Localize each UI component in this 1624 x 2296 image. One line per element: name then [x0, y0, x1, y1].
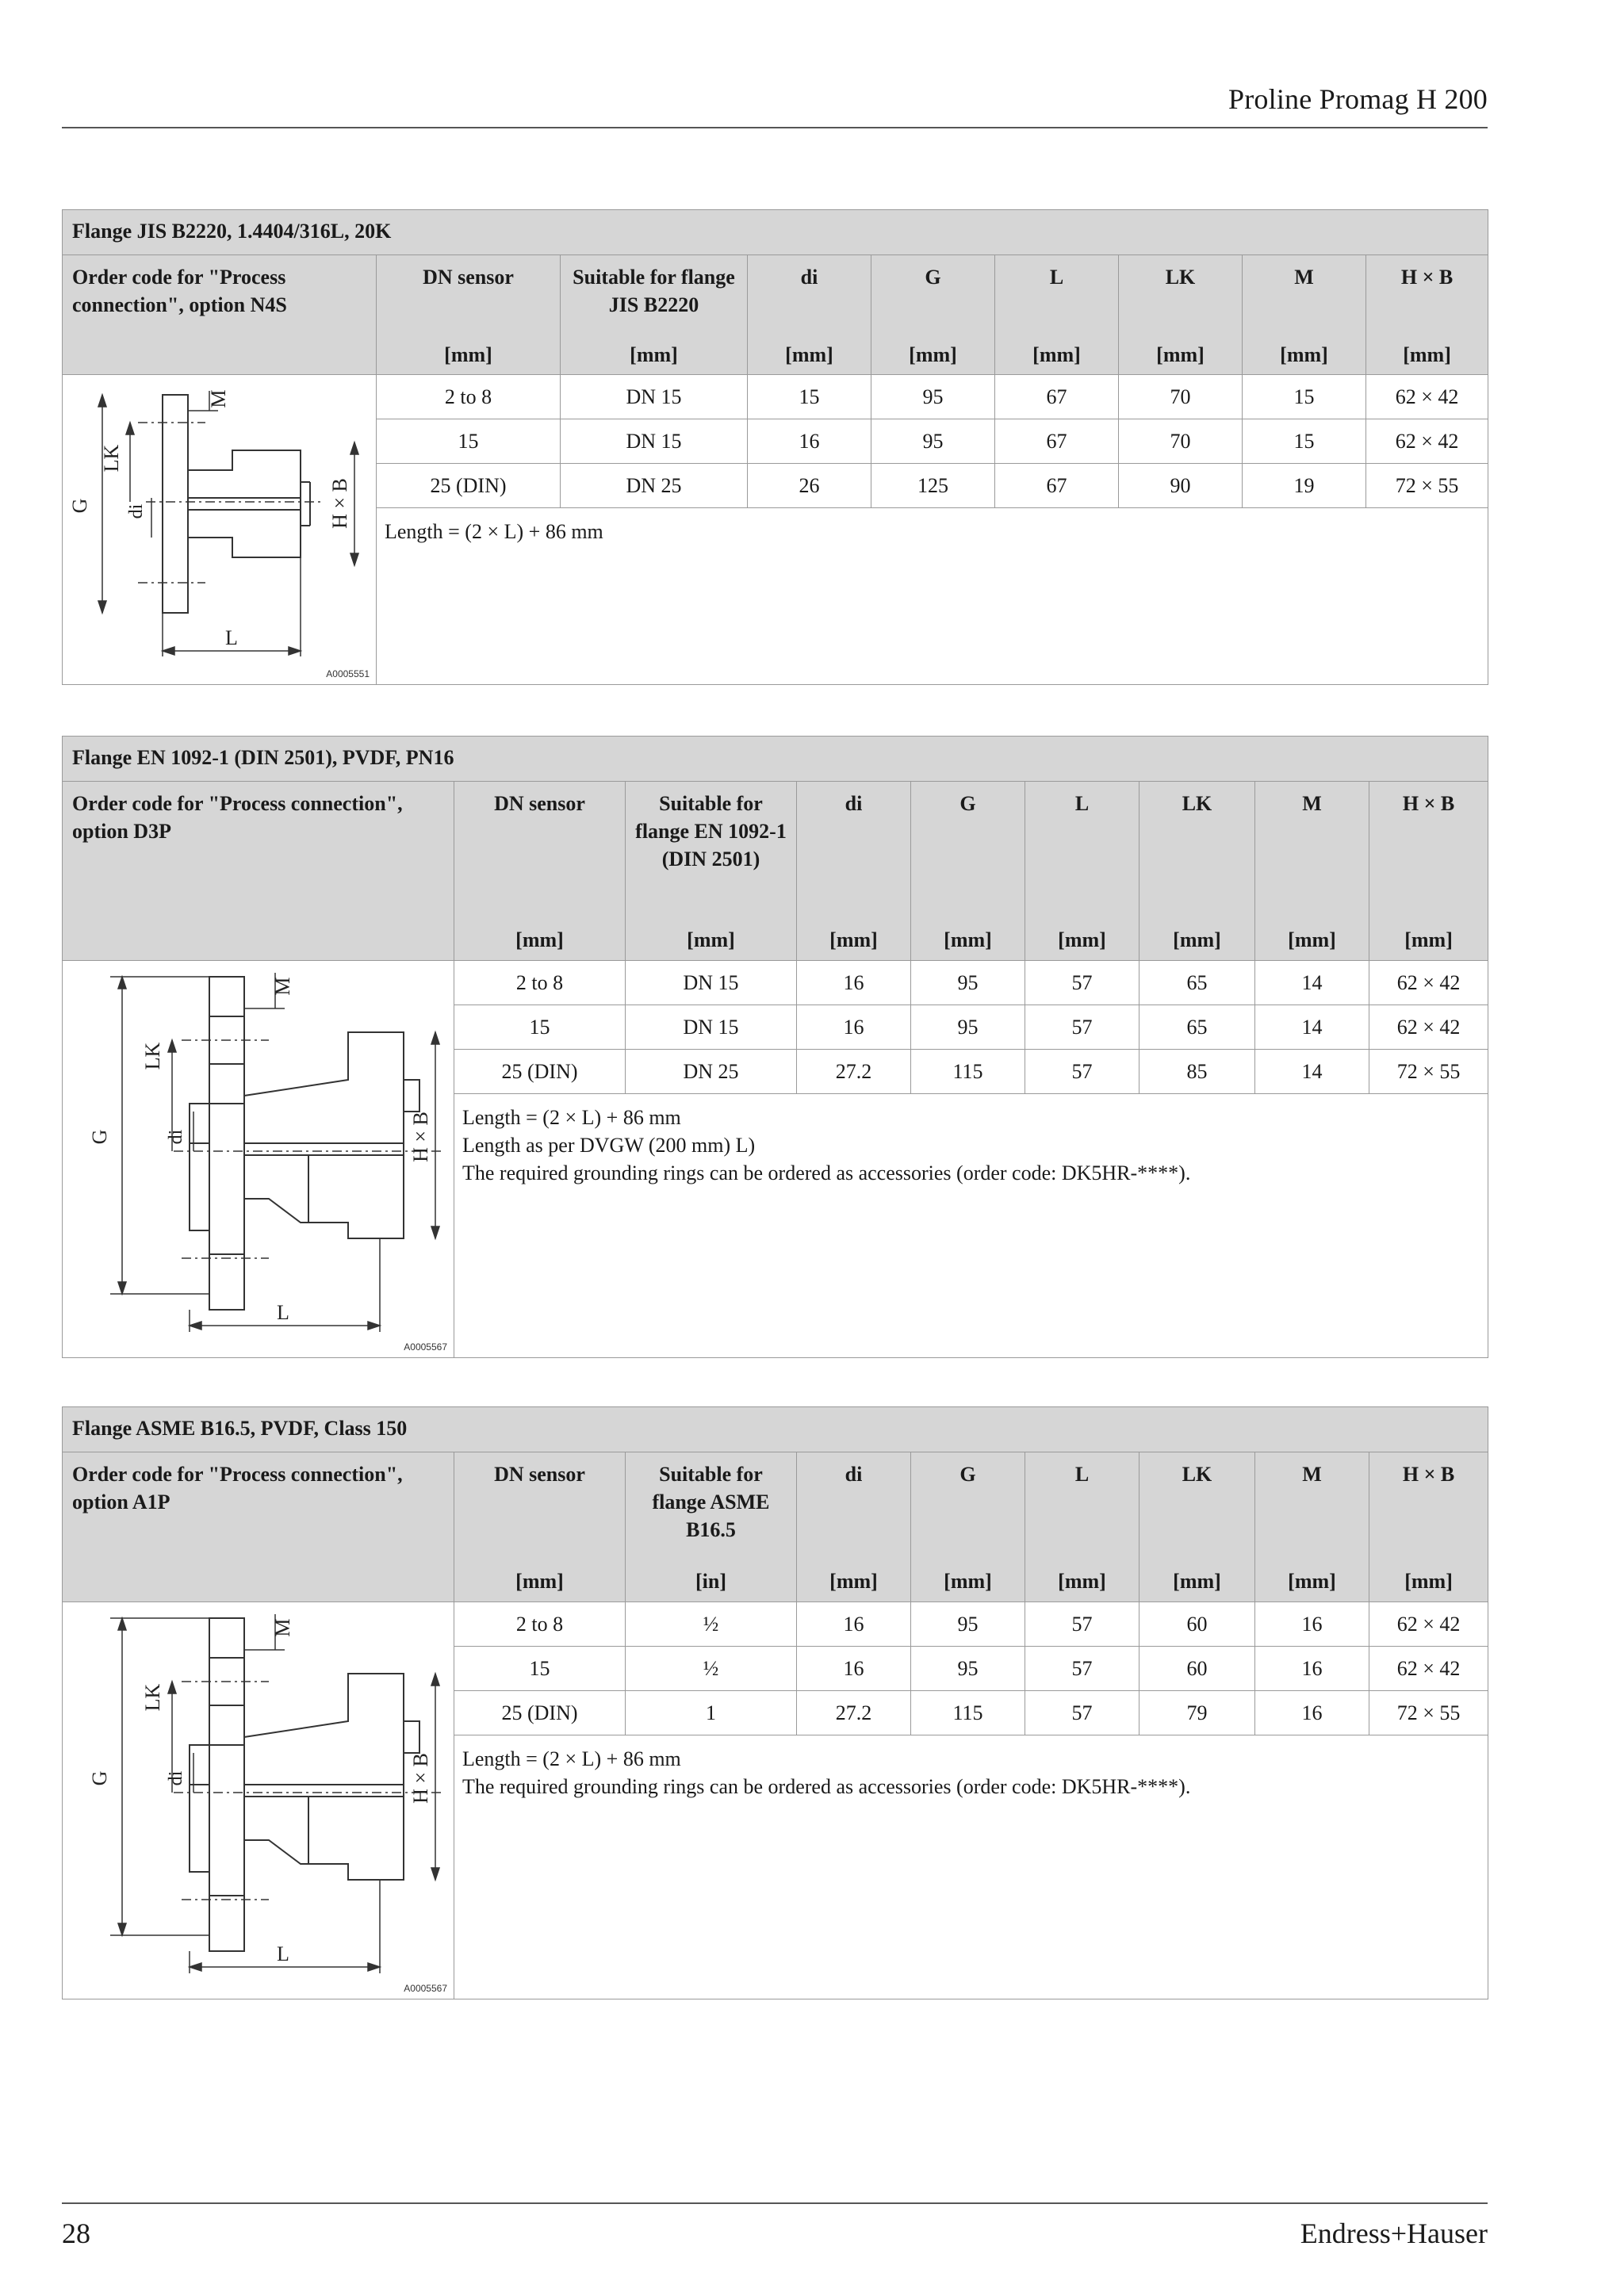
table-cell: 16 [748, 419, 871, 464]
table-cell: 15 [1243, 375, 1366, 419]
table-cell: 62 × 42 [1366, 419, 1488, 464]
table-cell: 125 [871, 464, 995, 508]
table-cell: 72 × 55 [1366, 464, 1488, 508]
flange-dimension-drawing [63, 375, 377, 683]
column-header: di [797, 1452, 911, 1562]
table-cell: DN 15 [626, 1005, 797, 1050]
table-cell: 65 [1139, 1005, 1255, 1050]
unit-cell: [mm] [1025, 920, 1139, 960]
dim-label-g: G [88, 1770, 111, 1786]
table-cell: 1 [626, 1691, 797, 1735]
table-cell: 14 [1255, 1050, 1369, 1094]
table-title: Flange EN 1092-1 (DIN 2501), PVDF, PN16 [63, 737, 1488, 782]
flange-dimension-drawing [63, 1602, 454, 1997]
table-cell: 72 × 55 [1369, 1691, 1488, 1735]
table-cell: DN 25 [626, 1050, 797, 1094]
column-header: DN sensor [454, 1452, 626, 1562]
unit-cell: [mm] [1119, 336, 1243, 375]
table-cell: 16 [797, 1005, 911, 1050]
table-cell: 2 to 8 [377, 375, 561, 419]
table-cell: 15 [1243, 419, 1366, 464]
unit-cell: [mm] [797, 920, 911, 960]
column-header: di [797, 782, 911, 921]
table-cell: 72 × 55 [1369, 1050, 1488, 1094]
column-header: LK [1139, 1452, 1255, 1562]
note-line: The required grounding rings can be ordered as accessories (order code: DK5HR-****). [462, 1775, 1191, 1798]
table-cell: 19 [1243, 464, 1366, 508]
body-outline [244, 1032, 404, 1238]
column-header: Suitable for flange EN 1092-1 (DIN 2501) [626, 782, 797, 921]
table-cell: 79 [1139, 1691, 1255, 1735]
unit-cell: [mm] [911, 1562, 1025, 1602]
dim-label-lk: LK [100, 444, 123, 473]
body-outline [244, 1674, 404, 1880]
table-cell: 95 [911, 961, 1025, 1005]
note-line: The required grounding rings can be ordered as accessories (order code: DK5HR-****). [462, 1161, 1191, 1184]
figure-code: A0005567 [404, 1983, 447, 1994]
table-cell: 67 [995, 464, 1119, 508]
dim-label-l: L [277, 1301, 289, 1324]
table-row [63, 375, 1488, 419]
dim-label-hb: H × B [409, 1112, 432, 1162]
note-line: Length as per DVGW (200 mm) L) [462, 1134, 756, 1157]
unit-cell: [mm] [1369, 1562, 1488, 1602]
column-header: L [1025, 782, 1139, 921]
flange-left [163, 395, 188, 613]
figure-code: A0005551 [326, 668, 370, 679]
unit-cell: [mm] [377, 336, 561, 375]
table-cell: DN 15 [561, 419, 748, 464]
table-cell: 27.2 [797, 1050, 911, 1094]
table-cell: DN 25 [561, 464, 748, 508]
table-notes [454, 1735, 1488, 1999]
column-header: di [748, 255, 871, 337]
table-cell: 70 [1119, 375, 1243, 419]
unit-cell: [mm] [748, 336, 871, 375]
table-cell: 95 [911, 1647, 1025, 1691]
table-cell: 16 [1255, 1647, 1369, 1691]
unit-cell: [mm] [1369, 920, 1488, 960]
order-code-header: Order code for "Process connection", option N4S [63, 255, 377, 375]
unit-cell: [mm] [995, 336, 1119, 375]
column-header: G [911, 1452, 1025, 1562]
table-cell: 62 × 42 [1366, 375, 1488, 419]
spec-table-en-flange [62, 736, 1488, 1358]
table-cell: 57 [1025, 961, 1139, 1005]
column-header: LK [1119, 255, 1243, 337]
column-header: G [871, 255, 995, 337]
column-header: L [995, 255, 1119, 337]
table-cell: 115 [911, 1050, 1025, 1094]
table-cell: 60 [1139, 1647, 1255, 1691]
unit-cell: [mm] [911, 920, 1025, 960]
dim-label-di: di [126, 503, 147, 519]
table-cell: 57 [1025, 1647, 1139, 1691]
table-cell: 57 [1025, 1691, 1139, 1735]
table-cell: 95 [911, 1005, 1025, 1050]
unit-cell: [in] [626, 1562, 797, 1602]
table-cell: 26 [748, 464, 871, 508]
dim-label-g: G [88, 1129, 111, 1145]
table-cell: 14 [1255, 961, 1369, 1005]
unit-cell: [mm] [626, 920, 797, 960]
column-header: DN sensor [454, 782, 626, 921]
table-cell: 95 [871, 375, 995, 419]
column-header: L [1025, 1452, 1139, 1562]
unit-cell: [mm] [561, 336, 748, 375]
table-cell: 25 (DIN) [377, 464, 561, 508]
table-cell: 14 [1255, 1005, 1369, 1050]
table-cell: 67 [995, 375, 1119, 419]
footer-brand: Endress+Hauser [1300, 2218, 1488, 2249]
table-row [63, 961, 1488, 1005]
body-outline [188, 450, 301, 557]
column-header: M [1255, 782, 1369, 921]
unit-cell: [mm] [1366, 336, 1488, 375]
spec-table-asme-flange [62, 1406, 1488, 1999]
note-line: Length = (2 × L) + 86 mm [462, 1106, 681, 1129]
column-header: LK [1139, 782, 1255, 921]
dim-label-m: M [271, 977, 294, 996]
table-notes [454, 1094, 1488, 1358]
column-header: G [911, 782, 1025, 921]
table-cell: 16 [797, 961, 911, 1005]
dim-label-hb: H × B [328, 478, 351, 529]
unit-cell: [mm] [454, 1562, 626, 1602]
table-cell: 2 to 8 [454, 961, 626, 1005]
dim-label-l: L [277, 1942, 289, 1965]
flange-drawing [63, 1602, 454, 1999]
column-header: DN sensor [377, 255, 561, 337]
unit-cell: [mm] [1255, 1562, 1369, 1602]
dim-label-l: L [225, 626, 238, 649]
table-cell: 16 [1255, 1602, 1369, 1647]
table-cell: 2 to 8 [454, 1602, 626, 1647]
column-header: M [1255, 1452, 1369, 1562]
dim-label-di: di [166, 1770, 186, 1786]
table-cell: 57 [1025, 1050, 1139, 1094]
table-cell: 15 [748, 375, 871, 419]
table-cell: DN 15 [626, 961, 797, 1005]
table-cell: 15 [377, 419, 561, 464]
dim-label-g: G [68, 498, 91, 514]
table-cell: 15 [454, 1005, 626, 1050]
table-cell: 27.2 [797, 1691, 911, 1735]
table-cell: 95 [871, 419, 995, 464]
table-cell: ½ [626, 1647, 797, 1691]
unit-cell: [mm] [1255, 920, 1369, 960]
table-cell: 16 [797, 1647, 911, 1691]
column-header: H × B [1366, 255, 1488, 337]
table-cell: 16 [797, 1602, 911, 1647]
dim-label-lk: LK [141, 1042, 164, 1070]
table-cell: 115 [911, 1691, 1025, 1735]
flange-drawing [63, 375, 377, 685]
figure-code: A0005567 [404, 1341, 447, 1353]
table-cell: 15 [454, 1647, 626, 1691]
dim-label-m: M [271, 1618, 294, 1637]
table-title: Flange ASME B16.5, PVDF, Class 150 [63, 1407, 1488, 1452]
table-cell: 57 [1025, 1602, 1139, 1647]
flange-left [209, 1618, 244, 1951]
footer-divider [62, 2202, 1488, 2204]
document-header-title: Proline Promag H 200 [1228, 83, 1488, 115]
unit-cell: [mm] [1139, 920, 1255, 960]
table-cell: 67 [995, 419, 1119, 464]
table-cell: 57 [1025, 1005, 1139, 1050]
note-line: Length = (2 × L) + 86 mm [385, 520, 603, 543]
spec-table-jis-flange [62, 209, 1488, 685]
table-cell: 60 [1139, 1602, 1255, 1647]
table-cell: 85 [1139, 1050, 1255, 1094]
table-cell: 65 [1139, 961, 1255, 1005]
unit-cell: [mm] [1139, 1562, 1255, 1602]
dim-label-lk: LK [141, 1683, 164, 1712]
table-row [63, 1602, 1488, 1647]
unit-cell: [mm] [1025, 1562, 1139, 1602]
column-header: Suitable for flange JIS B2220 [561, 255, 748, 337]
dim-label-m: M [207, 389, 230, 408]
table-cell: ½ [626, 1602, 797, 1647]
unit-cell: [mm] [797, 1562, 911, 1602]
header-divider [62, 127, 1488, 128]
table-cell: 95 [911, 1602, 1025, 1647]
table-cell: 62 × 42 [1369, 961, 1488, 1005]
unit-cell: [mm] [1243, 336, 1366, 375]
dim-label-di: di [166, 1129, 186, 1145]
table-title: Flange JIS B2220, 1.4404/316L, 20K [63, 210, 1488, 255]
flange-dimension-drawing [63, 961, 454, 1356]
table-cell: 16 [1255, 1691, 1369, 1735]
column-header: H × B [1369, 1452, 1488, 1562]
table-cell: DN 15 [561, 375, 748, 419]
column-header: H × B [1369, 782, 1488, 921]
table-cell: 25 (DIN) [454, 1691, 626, 1735]
table-cell: 25 (DIN) [454, 1050, 626, 1094]
column-header: Suitable for flange ASME B16.5 [626, 1452, 797, 1562]
dim-label-hb: H × B [409, 1753, 432, 1804]
table-cell: 62 × 42 [1369, 1602, 1488, 1647]
table-cell: 70 [1119, 419, 1243, 464]
order-code-header: Order code for "Process connection", option A1P [63, 1452, 454, 1602]
table-cell: 62 × 42 [1369, 1647, 1488, 1691]
unit-cell: [mm] [454, 920, 626, 960]
table-notes [377, 508, 1488, 685]
table-cell: 62 × 42 [1369, 1005, 1488, 1050]
order-code-header: Order code for "Process connection", option D3P [63, 782, 454, 961]
table-cell: 90 [1119, 464, 1243, 508]
page-number: 28 [62, 2218, 90, 2249]
column-header: M [1243, 255, 1366, 337]
flange-left [209, 977, 244, 1310]
note-line: Length = (2 × L) + 86 mm [462, 1747, 681, 1770]
unit-cell: [mm] [871, 336, 995, 375]
flange-drawing [63, 961, 454, 1358]
